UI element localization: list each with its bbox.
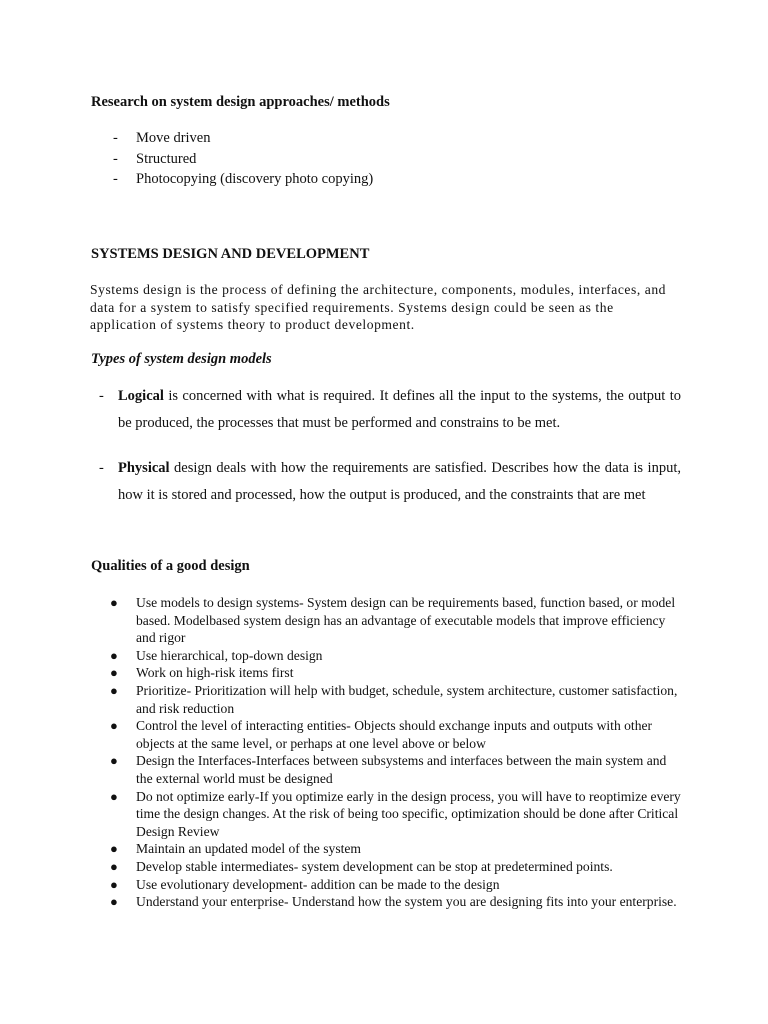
list-item: - Move driven (113, 130, 211, 146)
physical-description: design deals with how the requirements are satisfied. Describes how the data is input, how it is stored and processed, how the output is produced, and the constraints that are met (118, 460, 681, 503)
bullet-icon: ● (110, 682, 118, 698)
physical-model-item (91, 455, 681, 508)
physical-term: Physical (118, 460, 170, 476)
list-item: ● Work on high-risk items first (110, 665, 294, 681)
list-item: ● Do not optimize early-If you optimize early in the design process, you will have to reoptimize every time the design changes. At the risk of being too specific, optimization should be done after Critical Design Review (110, 788, 681, 839)
logical-description: is concerned with what is required. It defines all the input to the systems, the output to be produced, the processes that must be performed and constrains to be met. (118, 388, 681, 431)
bullet-icon: ● (110, 665, 118, 681)
bullet-icon: ● (110, 876, 118, 892)
dash-marker: - (99, 388, 104, 404)
list-item: ● Prioritize- Prioritization will help with budget, schedule, system architecture, customer satisfaction, and risk reduction (110, 682, 678, 716)
list-item: ● Understand your enterprise- Understand how the system you are designing fits into your enterprise. (110, 894, 677, 910)
bullet-icon: ● (110, 753, 118, 769)
list-item: - Structured (113, 150, 197, 167)
types-title: Types of system design models (91, 351, 272, 367)
bullet-icon: ● (110, 841, 118, 857)
bullet-icon: ● (110, 894, 118, 910)
list-item: ● Use hierarchical, top-down design (110, 647, 323, 663)
dash-marker: - (113, 130, 118, 146)
list-item: - Photocopying (discovery photo copying) (113, 171, 374, 187)
research-title: Research on system design approaches/ methods (91, 94, 390, 110)
bullet-icon: ● (110, 647, 118, 663)
bullet-icon: ● (110, 718, 118, 734)
qualities-list (91, 594, 681, 911)
systems-intro-paragraph: Systems design is the process of defining the architecture, components, modules, interfaces, and data for a system to satisfy specified requirements. Systems design could be seen as the application of systems theory to product development. (90, 282, 667, 333)
dash-marker: - (113, 150, 118, 167)
dash-marker: - (99, 460, 104, 476)
logical-term: Logical (118, 388, 164, 404)
logical-model-item (91, 383, 681, 436)
list-item: ● Use models to design systems- System design can be requirements based, function based, or model based. Modelbased system design has an advantage of executable models that improve efficiency and rigor (110, 595, 676, 646)
systems-heading: SYSTEMS DESIGN AND DEVELOPMENT (91, 246, 370, 262)
bullet-icon: ● (110, 858, 118, 874)
list-item: ● Control the level of interacting entities- Objects should exchange inputs and outputs with other objects at the same level, or perhaps at one level above or below (110, 718, 653, 751)
research-methods-list (91, 130, 651, 192)
list-item: ● Design the Interfaces-Interfaces between subsystems and interfaces between the main system and the external world must be designed (110, 753, 667, 786)
list-item: ● Maintain an updated model of the system (110, 841, 362, 857)
list-item: ● Use evolutionary development- addition can be made to the design (110, 876, 500, 892)
bullet-icon: ● (110, 595, 118, 610)
list-item: ● Develop stable intermediates- system development can be stop at predetermined points. (110, 858, 613, 874)
bullet-icon: ● (110, 788, 118, 804)
dash-marker: - (113, 171, 118, 187)
qualities-title: Qualities of a good design (91, 558, 250, 574)
